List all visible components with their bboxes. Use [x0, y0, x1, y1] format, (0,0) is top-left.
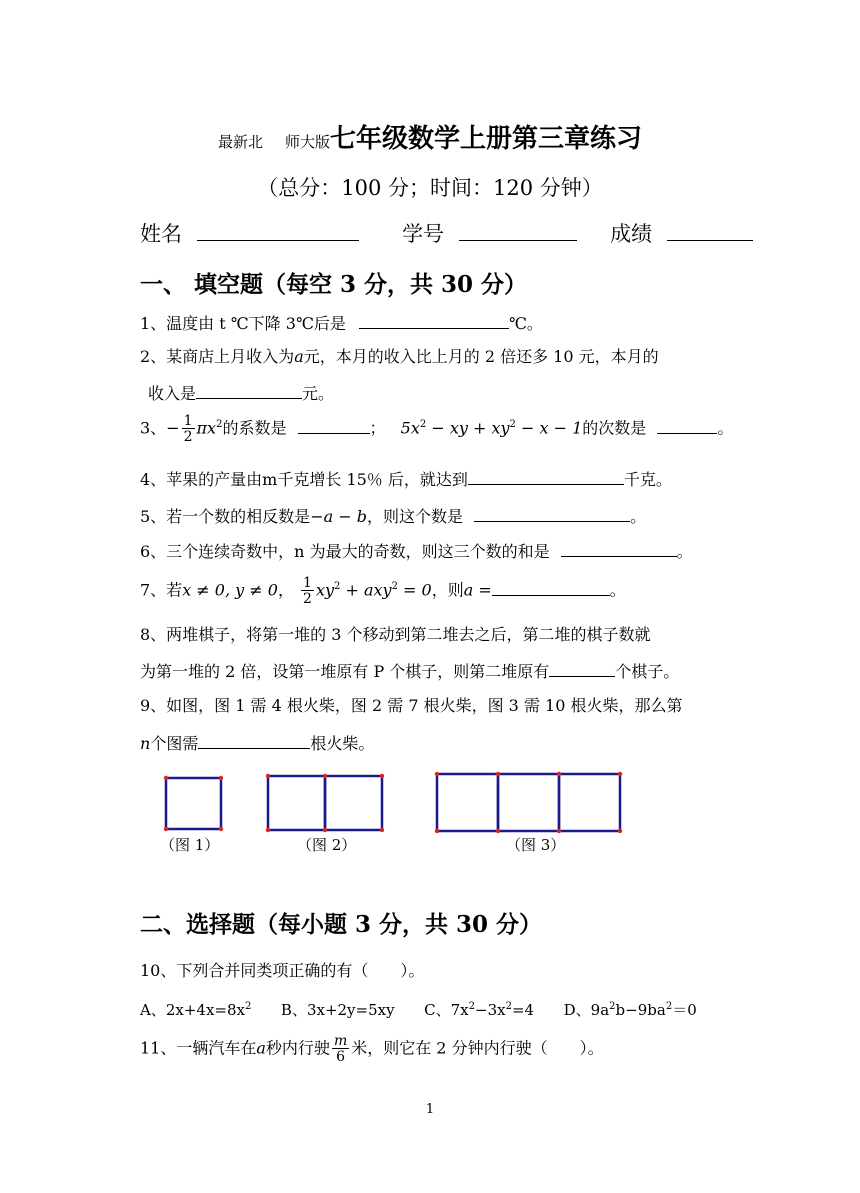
option-c-text-2: −3x [475, 1001, 506, 1019]
question-1 [140, 312, 543, 335]
question-7 [140, 576, 626, 606]
score-label: 成绩 [610, 222, 653, 246]
q2-unit: 元。 [302, 384, 335, 403]
q3-exp2b: 2 [509, 419, 516, 431]
question-4 [140, 468, 672, 491]
match-head [164, 776, 168, 780]
title-prefix-a: 最新北 [217, 133, 263, 151]
q7-end: 。 [609, 580, 626, 600]
question-2-line2 [148, 382, 334, 405]
q1-answer-blank[interactable] [359, 312, 509, 329]
option-c-exp-2: 2 [505, 1001, 512, 1012]
q4-answer-blank[interactable] [468, 468, 624, 485]
match-head [557, 829, 561, 833]
q11-end: 米，则它在 2 分钟内行驶（ ）。 [351, 1038, 604, 1058]
name-blank[interactable] [197, 219, 359, 241]
q7-comma: ， [277, 580, 294, 600]
title-prefix-b: 师大版 [284, 133, 330, 151]
q2-text-a: 2、某商店上月收入为 [140, 347, 295, 366]
option-b-text: B、3x+2y=5xy [280, 1001, 395, 1019]
question-2-line1 [140, 346, 659, 368]
q6-answer-blank[interactable] [561, 540, 677, 557]
q7-expr-b: + axy [340, 580, 392, 600]
matchstick-figures [0, 760, 860, 840]
q5-text: 5、若一个数的相反数是 [140, 507, 311, 526]
q11-frac-num: m [333, 1033, 348, 1049]
question-5 [140, 505, 646, 528]
figure-2-label: （图 2） [297, 836, 357, 854]
figure-1-square [166, 778, 221, 829]
q3-blank1[interactable] [298, 417, 370, 434]
q11-fraction [332, 1034, 349, 1064]
match-head [323, 774, 327, 778]
q3-expr1: πx [196, 418, 217, 438]
figure-3-square-3 [559, 774, 620, 831]
page-number: 1 [425, 1102, 435, 1117]
match-head [323, 828, 327, 832]
page-subtitle: （总分：100 分；时间：120 分钟） [257, 176, 603, 200]
q3-text2: 的次数是 [582, 418, 647, 438]
q11-text: 11、一辆汽车在 [140, 1038, 257, 1058]
q3-frac-den: 2 [183, 429, 193, 445]
match-head [266, 774, 270, 778]
q1-unit: ℃。 [508, 314, 543, 333]
match-head [219, 827, 223, 831]
option-d-text-2: b−9ba [615, 1001, 666, 1019]
q3-exp2a: 2 [419, 419, 427, 431]
option-d-exp-2: 2 [665, 1001, 673, 1012]
figure-3-label: （图 3） [506, 836, 566, 854]
q8-text: 为第一堆的 2 倍，设第一堆原有 P 个棋子，则第二堆原有 [140, 662, 550, 681]
option-b[interactable] [281, 1001, 395, 1019]
q11-frac-den: 6 [336, 1049, 346, 1065]
match-head [219, 776, 223, 780]
figure-3-square-1 [437, 774, 498, 831]
q3-exp1: 2 [216, 419, 223, 431]
title-main: 七年级数学上册第三章练习 [330, 124, 643, 154]
q7-expr-d: a = [463, 580, 492, 600]
q3-frac-num: 1 [183, 413, 193, 429]
question-10-options [140, 996, 697, 1021]
q5-answer-blank[interactable] [474, 505, 630, 522]
q2-answer-blank[interactable] [196, 382, 302, 399]
q2-text-c: 收入是 [148, 384, 197, 403]
option-a-text: A、2x+4x=8x [140, 1001, 245, 1019]
q5-mid: ，则这个数是 [366, 507, 463, 526]
match-head [618, 772, 622, 776]
match-head [496, 829, 500, 833]
q6-end: 。 [676, 542, 693, 561]
match-head [435, 829, 439, 833]
match-head [164, 827, 168, 831]
q3-expr2a: 5x [400, 418, 420, 438]
option-d[interactable] [564, 1001, 697, 1019]
q2-text-b: 元，本月的收入比上月的 2 倍还多 10 元，本月的 [303, 347, 659, 366]
figure-2-square-2 [325, 776, 382, 830]
q8-answer-blank[interactable] [549, 660, 615, 677]
q7-exp-b: 2 [391, 581, 398, 593]
q5-expr: −a − b [310, 507, 367, 526]
q11-mid: 秒内行驶 [265, 1038, 330, 1058]
figure-2-square-1 [268, 776, 325, 830]
q9-text: 个图需 [150, 734, 199, 753]
option-c-text-1: C、7x [424, 1001, 469, 1019]
q3-text1: 的系数是 [222, 418, 287, 438]
q9-var-n: n [140, 734, 151, 753]
option-d-text-3: ＝0 [672, 1001, 697, 1019]
student-info-line [140, 218, 753, 248]
section1-heading: 一、 填空题（每空 3 分，共 30 分） [140, 271, 528, 298]
q7-expr-c: = 0 [397, 580, 432, 600]
question-10-stem: 10、下列合并同类项正确的有（ ）。 [140, 961, 425, 980]
q6-text: 6、三个连续奇数中，n 为最大的奇数，则这三个数的和是 [140, 542, 550, 561]
option-c-text-3: =4 [511, 1001, 535, 1019]
match-head [618, 829, 622, 833]
question-11 [140, 1034, 604, 1064]
q7-expr-a: xy [315, 580, 335, 600]
id-blank[interactable] [459, 219, 577, 241]
q7-mid: ，则 [431, 580, 464, 600]
q5-end: 。 [630, 507, 647, 526]
section2-heading: 二、选择题（每小题 3 分，共 30 分） [140, 911, 543, 938]
option-c[interactable] [424, 1001, 534, 1019]
question-9-line1: 9、如图，图 1 需 4 根火柴，图 2 需 7 根火柴，图 3 需 10 根火柴，那么第 [140, 696, 683, 715]
page-title [0, 118, 860, 155]
q3-expr2b: − xy + xy [426, 418, 510, 438]
q4-text: 4、苹果的产量由m千克增长 15％ 后，就达到 [140, 470, 468, 489]
match-head [380, 774, 384, 778]
q2-var-a: a [294, 347, 304, 366]
match-head [266, 828, 270, 832]
option-a-exp: 2 [244, 1001, 252, 1012]
q7-frac-num: 1 [303, 575, 312, 591]
q7-fraction [301, 576, 314, 606]
question-8-line2 [140, 660, 679, 683]
q9-unit: 根火柴。 [310, 734, 375, 753]
option-c-exp-1: 2 [468, 1001, 476, 1012]
question-8-line1: 8、两堆棋子，将第一堆的 3 个移动到第二堆去之后，第二堆的棋子数就 [140, 625, 651, 644]
q11-var-a: a [256, 1038, 266, 1058]
q3-sep: ； [369, 418, 386, 438]
q8-unit: 个棋子。 [615, 662, 680, 681]
q4-unit: 千克。 [623, 470, 672, 489]
q3-prefix: 3、− [140, 418, 180, 438]
option-a[interactable] [140, 1001, 251, 1019]
option-d-exp-1: 2 [609, 1001, 616, 1012]
figure-1-label: （图 1） [160, 836, 220, 854]
match-head [435, 772, 439, 776]
question-9-line2 [140, 732, 374, 755]
question-6 [140, 540, 693, 563]
q9-answer-blank[interactable] [198, 732, 310, 749]
q7-answer-blank[interactable] [492, 579, 610, 596]
q3-fraction [182, 414, 195, 444]
q3-expr2c: − x − 1 [515, 418, 583, 438]
figure-3-square-2 [498, 774, 559, 831]
match-head [496, 772, 500, 776]
q3-blank2[interactable] [657, 417, 717, 434]
q3-end: 。 [717, 418, 734, 438]
q7-text: 7、若 [140, 580, 183, 600]
match-head [380, 828, 384, 832]
q7-frac-den: 2 [303, 591, 312, 607]
match-head [557, 772, 561, 776]
q7-exp-a: 2 [334, 581, 341, 593]
score-blank[interactable] [667, 219, 753, 241]
name-label: 姓名 [140, 222, 182, 246]
question-3 [140, 414, 733, 444]
q1-text: 1、温度由 t ℃下降 3℃后是 [140, 314, 346, 333]
option-d-text-1: D、9a [563, 1001, 610, 1019]
id-label: 学号 [402, 222, 445, 246]
q7-cond: x ≠ 0, y ≠ 0 [182, 580, 278, 600]
